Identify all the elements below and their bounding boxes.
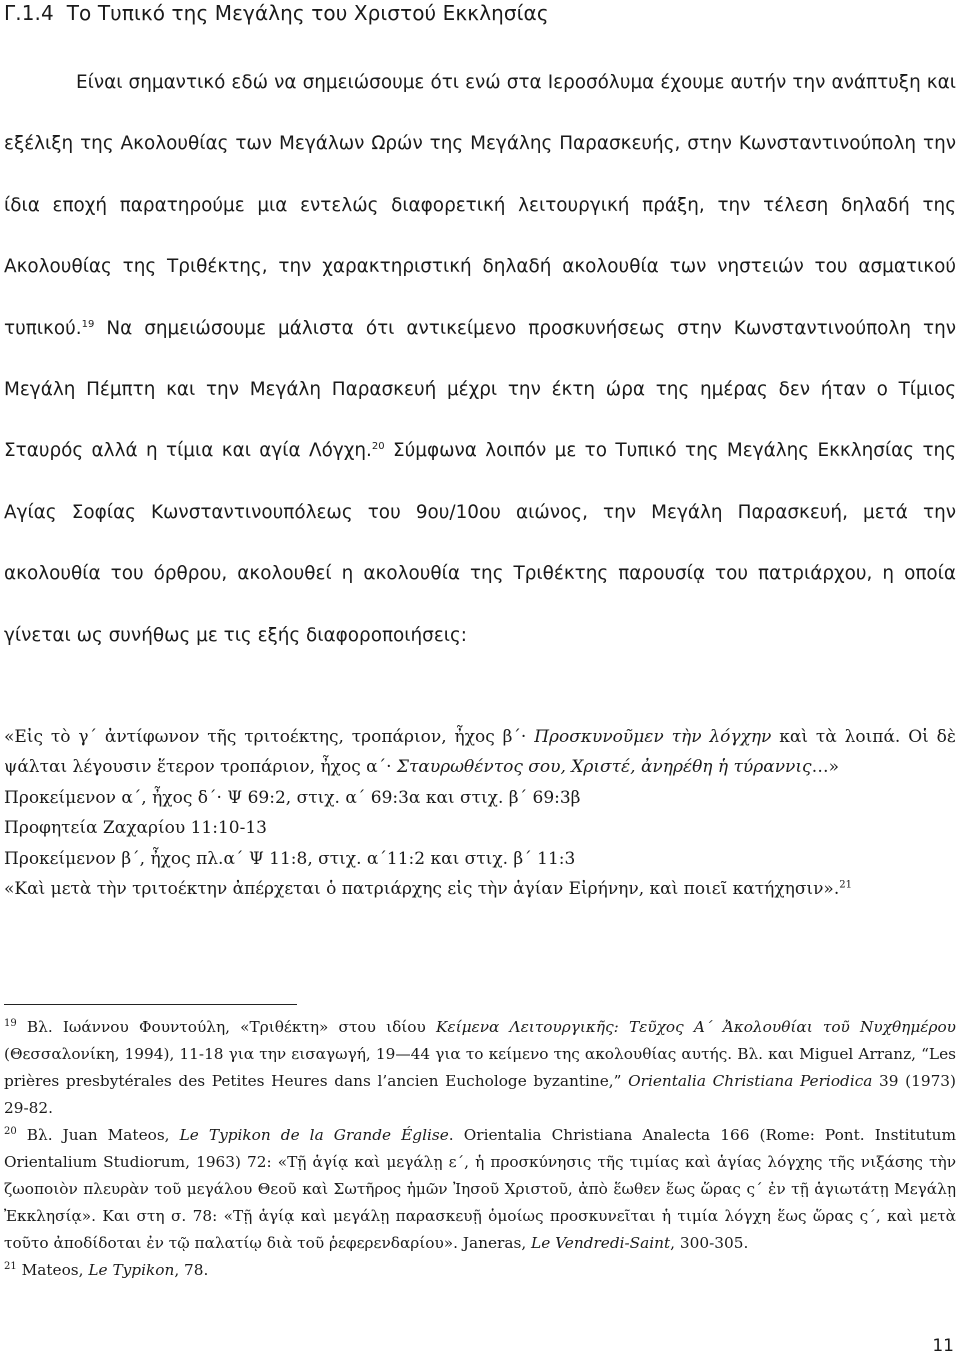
prokeimenon-2: Προκείμενον β΄, ἦχος πλ.α΄ Ψ 11:8, στιχ. α΄11:2 και στιχ. β΄ 11:3 [4,848,576,869]
quote-paragraph-2 [4,874,956,904]
footnote-19 [4,1014,956,1122]
footnote-separator [4,1004,297,1005]
quote-paragraph-1 [4,722,956,783]
quote-text: «Καὶ μετὰ τὴν τριτοέκτην ἀπέρχεται ὁ πατριάρχης εἰς τὴν ἁγίαν Εἰρήνην, καὶ ποιεῖ κατήχησιν». [4,879,840,900]
footnote-ref-20[interactable]: 20 [371,441,385,453]
page-number: 11 [932,1336,954,1356]
footnote-number: 21 [4,1260,17,1272]
footnote-italic: Le Vendredi-Saint [531,1234,671,1252]
footnote-number: 20 [4,1125,17,1137]
footnote-text: 39 (1973) 29-82. [4,1072,957,1117]
footnotes [4,1014,956,1284]
section-title: Το Τυπικό της Μεγάλης του Χριστού Εκκλησίας [66,1,549,25]
footnote-ref-21[interactable]: 21 [839,879,852,891]
footnote-italic: Le Typikon [88,1261,175,1279]
quote-text: …» [811,757,839,778]
footnote-text: Βλ. Ιωάννου Φουντούλη, «Τριθέκτη» στου ιδίου [16,1018,436,1036]
typikon-quotation [4,722,956,904]
footnote-text: . Orientalia Christiana Analecta 166 (Rome: Pont. Institutum Orientalium Studiorum, 1963) 72: «Τῇ ἁγίᾳ καὶ μεγάλῃ ε΄, ἡ προσκύνησις τῆς τιμίας καὶ ἁγίας λόγχης τῆς νιξάσης τὴν ζωοποιὸν πλευρὰν τοῦ μεγάλου Θεοῦ καὶ Σωτῆρος ἡμῶν Ἰησοῦ Χριστοῦ, ἀπὸ ἕωθεν ἕως ὥρας ς΄ ἐν τῇ ἁγιωτάτῃ Μεγάλῃ Ἐκκλησίᾳ». Και στη σ. 78: «Τῇ ἁγίᾳ καὶ μεγάλῃ παρασκευῇ ὁμοίως προσκυνεῖται ἡ τιμία λόγχη ἕως ὥρας ς΄, καὶ μετὰ τοῦτο ἀποδίδοται ἐν τῷ παλατίῳ διὰ τοῦ ῥεφερενδαρίου». Janeras, [4,1126,957,1252]
body-text-part1: Είναι σημαντικό εδώ να σημειώσουμε ότι ενώ στα Ιεροσόλυμα έχουμε αυτήν την ανάπτυξη και εξέλιξη της Ακολουθίας των Μεγάλων Ωρών της Μεγάλης Παρασκευής, στην Κωνσταντινούπολη την ίδια εποχή παρατηρούμε μια εντελώς διαφορετική λειτουργική πράξη, την τέλεση δηλαδή της Ακολουθίας της Τριθέκτης, την χαρακτηριστική δηλαδή ακολουθία των νηστειών του ασματικού τυπικού. [4,72,956,339]
footnote-21 [4,1257,956,1284]
footnote-text: (Θεσσαλονίκη, 1994), 11-18 για την εισαγωγή, 19—44 για το κείμενο της ακολουθίας αυτής. Βλ. και Miguel Arranz, “Les prières presbytérales des Petites Heures dans l’ancien Euchologe byzantine,” [4,1045,956,1090]
quote-text: «Εἰς τὸ γ΄ ἀντίφωνον τῆς τριτοέκτης, τροπάριον, ἦχος β΄· [4,727,535,747]
footnote-ref-19[interactable]: 19 [81,318,95,330]
footnote-italic: Le Typikon de la Grande Église [179,1126,449,1144]
quote-italic: Προσκυνοῦμεν τὴν λόγχην [534,727,772,747]
section-number: Γ.1.4 [4,1,54,25]
prokeimenon-1: Προκείμενον α΄, ἦχος δ΄· Ψ 69:2, στιχ. α΄ 69:3α και στιχ. β΄ 69:3β [4,787,581,808]
footnote-italic: Κείμενα Λειτουργικῆς: Τεῦχος Α΄ Ἀκολουθίαι τοῦ Νυχθημέρου [435,1018,956,1036]
prophecy-line: Προφητεία Ζαχαρίου 11:10-13 [4,818,267,839]
body-paragraph [4,52,956,666]
footnote-text: , 300-305. [670,1234,749,1252]
footnote-text: Βλ. Juan Mateos, [16,1126,180,1144]
quote-italic: Σταυρωθέντος σου, Χριστέ, ἀνηρέθη ἡ τύραννις [396,757,812,778]
quote-text: καὶ τὰ λοιπά. Οἱ δὲ ψάλται λέγουσιν ἕτερον τροπάριον, ἦχος α΄· [4,727,957,778]
footnote-number: 19 [4,1017,17,1029]
footnote-text: , 78. [174,1261,209,1279]
body-text-part3: Σύμφωνα λοιπόν με το Τυπικό της Μεγάλης Εκκλησίας της Αγίας Σοφίας Κωνσταντινουπόλεως του 9ου/10ου αιώνος, την Μεγάλη Παρασκευή, μετά την ακολουθία του όρθρου, ακολουθεί η ακολουθία της Τριθέκτης παρουσίᾳ του πατριάρχου, η οποία γίνεται ως συνήθως με τις εξής διαφοροποιήσεις: [4,440,956,646]
footnote-italic: Orientalia Christiana Periodica [628,1072,873,1090]
section-heading [4,1,549,25]
footnote-20 [4,1122,956,1257]
footnote-text: Mateos, [16,1261,89,1279]
body-text-part2: Να σημειώσουμε μάλιστα ότι αντικείμενο προσκυνήσεως στην Κωνσταντινούπολη την Μεγάλη Πέμπτη και την Μεγάλη Παρασκευή μέχρι την έκτη ώρα της ημέρας δεν ήταν ο Τίμιος Σταυρός αλλά η τίμια και αγία Λόγχη. [4,317,956,462]
